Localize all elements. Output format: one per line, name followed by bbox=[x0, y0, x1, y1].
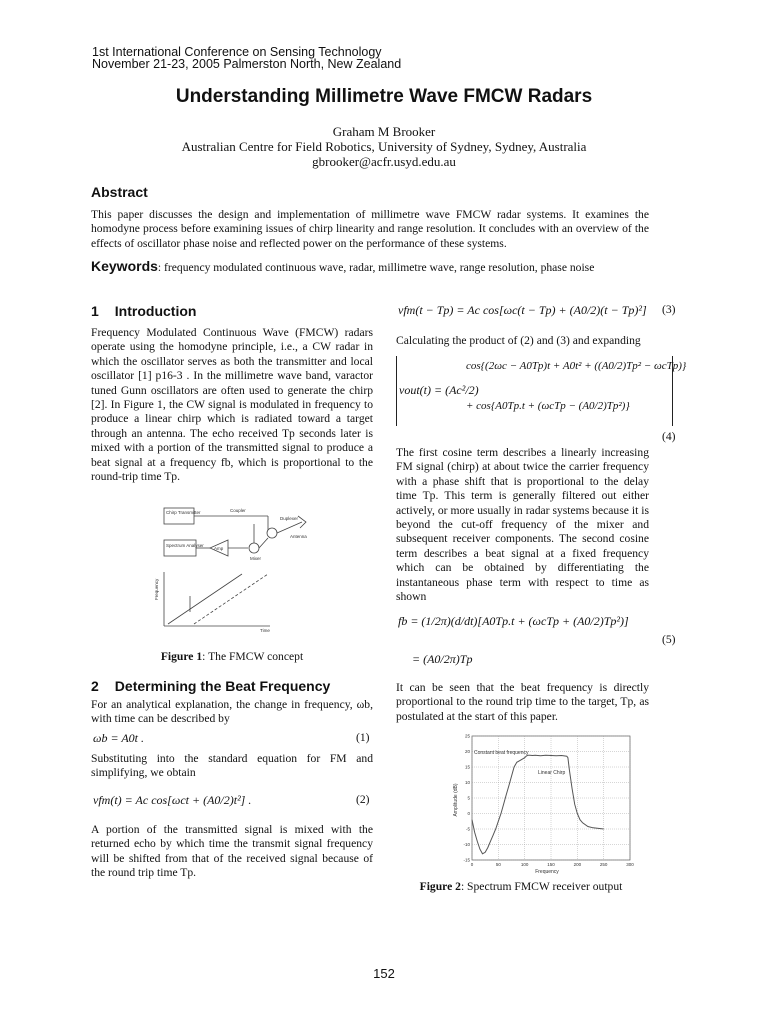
chirp-label: Chirp Transmitter bbox=[166, 510, 201, 515]
antenna-label: Antenna bbox=[290, 534, 307, 539]
section2-paragraph1: For an analytical explanation, the change in frequency, ωb, with time can be described by bbox=[91, 698, 373, 726]
section1-heading bbox=[91, 303, 196, 319]
conference-name: 1st International Conference on Sensing Technology bbox=[92, 45, 382, 59]
equation-4-number: (4) bbox=[662, 430, 676, 443]
equation-1-number: (1) bbox=[356, 731, 370, 744]
y-axis-label: Amplitude (dB) bbox=[453, 783, 459, 817]
figure2-chart bbox=[452, 730, 642, 875]
section1-number: 1 bbox=[91, 303, 99, 319]
time-axis-label: Time bbox=[260, 628, 270, 633]
y-tick-label: 25 bbox=[464, 733, 470, 739]
equation-4-line1: cos{(2ωc − A0Tp)t + A0t² + ((A0/2)Tp² − ωcTp)} bbox=[466, 360, 687, 372]
annotation-constant-beat: Constant beat frequency bbox=[474, 750, 529, 756]
x-tick-label: 200 bbox=[573, 862, 582, 867]
figure1-caption bbox=[91, 650, 373, 663]
page-number: 152 bbox=[373, 966, 395, 981]
section2-title: Determining the Beat Frequency bbox=[114, 678, 331, 694]
x-tick-label: 300 bbox=[626, 862, 634, 867]
duplexer-block bbox=[267, 528, 277, 538]
y-tick-label: 0 bbox=[467, 811, 470, 816]
equation-3: vfm(t − Tp) = Ac cos[ωc(t − Tp) + (A0/2)(t − Tp)²] bbox=[398, 303, 647, 317]
section2-paragraph2: Substituting into the standard equation for FM and simplifying, we obtain bbox=[91, 752, 373, 780]
right-paragraph1: Calculating the product of (2) and (3) and expanding bbox=[396, 334, 641, 347]
right-paragraph3: It can be seen that the beat frequency is directly proportional to the round trip time to the target, Tp, as postulated at the start of this paper. bbox=[396, 681, 649, 723]
section1-paragraph: Frequency Modulated Continuous Wave (FMCW) radars operate using the homodyne principle, i.e., a CW radar in which the oscillator serves as both the transmitter and local oscillator [1] p16-3 . In the millimetre wave band, varactor tuned Gunn oscillators are often used to generate the chirp [2]. In Figure 1, the CW signal is modulated in frequency to produce a linear chirp which is radiated toward a target through an antenna. The echo received Tp seconds later is mixed with a portion of the transmitted signal to produce a beat signal at a frequency fb, which is proportional to the round-trip time Tp. bbox=[91, 326, 373, 484]
conference-dates: November 21-23, 2005 Palmerston North, New Zealand bbox=[92, 57, 402, 71]
y-tick-label: 5 bbox=[467, 795, 470, 801]
figure2-caption bbox=[396, 880, 646, 893]
x-tick-label: 0 bbox=[470, 862, 474, 867]
coupler-label: Coupler bbox=[230, 508, 246, 513]
abstract-text: This paper discusses the design and implementation of millimetre wave FMCW radar systems. It examines the homodyne process before examining issues of chirp linearity and range resolution. It concludes with an overview of the effects of oscillator phase noise and reflected power on the performance of these systems. bbox=[91, 208, 649, 250]
y-tick-label: -5 bbox=[465, 826, 470, 832]
figure1-diagram bbox=[150, 500, 320, 640]
keywords bbox=[91, 258, 649, 276]
paper-title: Understanding Millimetre Wave FMCW Radars bbox=[175, 86, 593, 107]
equation-3-number: (3) bbox=[662, 303, 676, 316]
equation-4-lhs: vout(t) = (Ac²/2) bbox=[399, 383, 479, 397]
right-paragraph2: The first cosine term describes a linearly increasing FM signal (chirp) at about twice the carrier frequency with a phase shift that is proportional to the delay time Tp. This term is generally filtered out either actively, or more usually in radar systems because it is beyond the cut-off frequency of the mixer and subsequent receiver components. The second cosine term describes a beat signal at a fixed frequency which can be obtained by differentiating the instantaneous phase term with respect to time as shown bbox=[396, 446, 649, 604]
figure1-label: Figure 1 bbox=[160, 650, 203, 663]
annotation-linear-chirp: Linear Chirp bbox=[538, 770, 566, 776]
y-tick-label: -15 bbox=[463, 857, 470, 863]
section2-paragraph3: A portion of the transmitted signal is mixed with the returned echo by which time the transmit signal frequency will be shifted from that of the received signal because of the round trip time Tp. bbox=[91, 823, 373, 880]
figure2-caption-text: : Spectrum FMCW receiver output bbox=[460, 880, 623, 893]
equation-5-line2: = (A0/2π)Tp bbox=[412, 652, 473, 666]
x-tick-label: 100 bbox=[520, 862, 529, 867]
y-tick-label: 10 bbox=[464, 780, 470, 785]
equation-5-line1: fb = (1/2π)(d/dt)[A0Tp.t + (ωcTp + (A0/2)Tp²)] bbox=[398, 614, 629, 628]
x-tick-label: 250 bbox=[599, 862, 608, 867]
spectrum-label: Spectrum Analyser bbox=[166, 543, 204, 548]
y-tick-label: -10 bbox=[463, 842, 470, 847]
figure1-caption-text: : The FMCW concept bbox=[202, 650, 304, 663]
section1-title: Introduction bbox=[114, 303, 197, 319]
author-email: gbrooker@acfr.usyd.edu.au bbox=[312, 154, 456, 169]
mixer-symbol bbox=[249, 543, 259, 553]
figure2-label: Figure 2 bbox=[419, 880, 461, 893]
section2-heading bbox=[91, 678, 330, 694]
equation-5-number: (5) bbox=[662, 633, 676, 646]
equation-1: ωb = A0t . bbox=[93, 731, 145, 745]
keywords-text: : frequency modulated continuous wave, radar, millimetre wave, range resolution, phase noise bbox=[157, 261, 595, 274]
x-tick-label: 150 bbox=[547, 862, 555, 867]
x-tick-label: 50 bbox=[495, 862, 501, 867]
author-affiliation: Australian Centre for Field Robotics, University of Sydney, Sydney, Australia bbox=[181, 139, 587, 154]
x-axis-label: Frequency bbox=[535, 869, 559, 875]
frequency-axis-label: Frequency bbox=[154, 578, 159, 600]
equation-2-number: (2) bbox=[356, 793, 370, 806]
keywords-label: Keywords bbox=[91, 258, 158, 274]
abstract-heading: Abstract bbox=[91, 184, 148, 200]
amp-label: Amp bbox=[214, 546, 224, 551]
mixer-label: Mixer bbox=[250, 556, 261, 561]
equation-4-line2: + cos{A0Tp.t + (ωcTp − (A0/2)Tp²)} bbox=[466, 400, 630, 412]
section2-number: 2 bbox=[91, 678, 99, 694]
author-name: Graham M Brooker bbox=[332, 124, 436, 139]
duplexer-label: Duplexer bbox=[280, 516, 299, 521]
equation-2: vfm(t) = Ac cos[ωct + (A0/2)t²] . bbox=[93, 793, 252, 807]
y-tick-label: 20 bbox=[464, 749, 470, 754]
y-tick-label: 15 bbox=[464, 764, 470, 770]
